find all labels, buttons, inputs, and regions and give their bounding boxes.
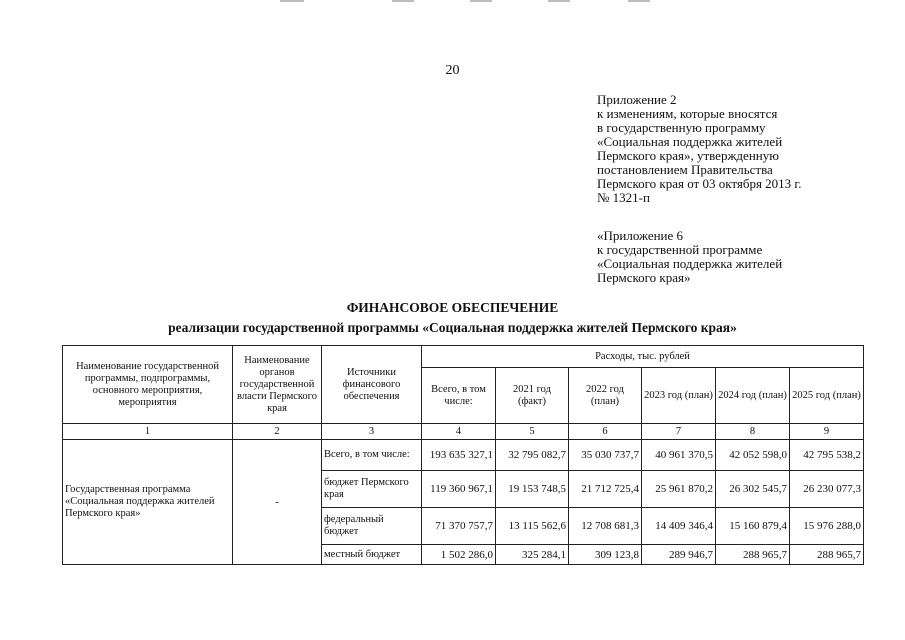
value-cell: 26 302 545,7 <box>716 471 790 508</box>
column-number: 6 <box>569 424 642 440</box>
value-cell: 26 230 077,3 <box>790 471 864 508</box>
financing-table <box>62 345 864 565</box>
appendix-line: к государственной программе <box>597 242 763 257</box>
column-number: 4 <box>422 424 496 440</box>
appendix-line: Приложение 2 <box>597 92 677 107</box>
value-cell: 119 360 967,1 <box>422 471 496 508</box>
value-cell: 288 965,7 <box>716 545 790 565</box>
appendix-header <box>597 93 897 205</box>
scan-top-marks <box>0 0 905 3</box>
value-cell: 15 160 879,4 <box>716 508 790 545</box>
column-number: 9 <box>790 424 864 440</box>
value-cell: 289 946,7 <box>642 545 716 565</box>
appendix-line: № 1321-п <box>597 190 650 205</box>
value-cell: 325 284,1 <box>496 545 569 565</box>
source-cell: Всего, в том числе: <box>322 440 422 471</box>
organ-cell: - <box>233 440 322 565</box>
header-2021: 2021 год (факт) <box>496 368 569 424</box>
value-cell: 42 795 538,2 <box>790 440 864 471</box>
appendix-line: Пермского края» <box>597 270 691 285</box>
source-cell: местный бюджет <box>322 545 422 565</box>
header-sources: Источники финансового обеспечения <box>322 346 422 424</box>
value-cell: 32 795 082,7 <box>496 440 569 471</box>
value-cell: 309 123,8 <box>569 545 642 565</box>
value-cell: 40 961 370,5 <box>642 440 716 471</box>
value-cell: 35 030 737,7 <box>569 440 642 471</box>
header-organ: Наименование органов государственной власти Пермского края <box>233 346 322 424</box>
header-total: Всего, в том числе: <box>422 368 496 424</box>
source-cell: федеральный бюджет <box>322 508 422 545</box>
value-cell: 42 052 598,0 <box>716 440 790 471</box>
value-cell: 19 153 748,5 <box>496 471 569 508</box>
header-program-name: Наименование государственной программы, подпрограммы, основного мероприятия, мероприятия <box>63 346 233 424</box>
value-cell: 21 712 725,4 <box>569 471 642 508</box>
program-name-cell: Государственная программа «Социальная поддержка жителей Пермского края» <box>63 440 233 565</box>
column-number: 1 <box>63 424 233 440</box>
value-cell: 71 370 757,7 <box>422 508 496 545</box>
document-title: ФИНАНСОВОЕ ОБЕСПЕЧЕНИЕ <box>346 300 559 315</box>
header-2022: 2022 год (план) <box>569 368 642 424</box>
value-cell: 12 708 681,3 <box>569 508 642 545</box>
header-2024: 2024 год (план) <box>716 368 790 424</box>
header-2023: 2023 год (план) <box>642 368 716 424</box>
value-cell: 193 635 327,1 <box>422 440 496 471</box>
header-expenses: Расходы, тыс. рублей <box>422 346 864 368</box>
source-cell: бюджет Пермского края <box>322 471 422 508</box>
column-number: 2 <box>233 424 322 440</box>
value-cell: 1 502 286,0 <box>422 545 496 565</box>
appendix-line: «Социальная поддержка жителей <box>597 134 783 149</box>
column-number: 3 <box>322 424 422 440</box>
appendix-line: к изменениям, которые вносятся <box>597 106 778 121</box>
column-number: 7 <box>642 424 716 440</box>
appendix-line: «Приложение 6 <box>597 228 684 243</box>
value-cell: 14 409 346,4 <box>642 508 716 545</box>
appendix-6-header <box>597 229 897 285</box>
header-2025: 2025 год (план) <box>790 368 864 424</box>
appendix-line: Пермского края», утвержденную <box>597 148 779 163</box>
document-subtitle: реализации государственной программы «Социальная поддержка жителей Пермского края» <box>168 320 737 335</box>
value-cell: 13 115 562,6 <box>496 508 569 545</box>
appendix-line: Пермского края от 03 октября 2013 г. <box>597 176 802 191</box>
column-number: 8 <box>716 424 790 440</box>
column-number: 5 <box>496 424 569 440</box>
value-cell: 25 961 870,2 <box>642 471 716 508</box>
page-number: 20 <box>445 63 460 78</box>
value-cell: 15 976 288,0 <box>790 508 864 545</box>
appendix-line: постановлением Правительства <box>597 162 773 177</box>
value-cell: 288 965,7 <box>790 545 864 565</box>
appendix-line: в государственную программу <box>597 120 766 135</box>
table-row <box>63 440 864 471</box>
appendix-line: «Социальная поддержка жителей <box>597 256 783 271</box>
